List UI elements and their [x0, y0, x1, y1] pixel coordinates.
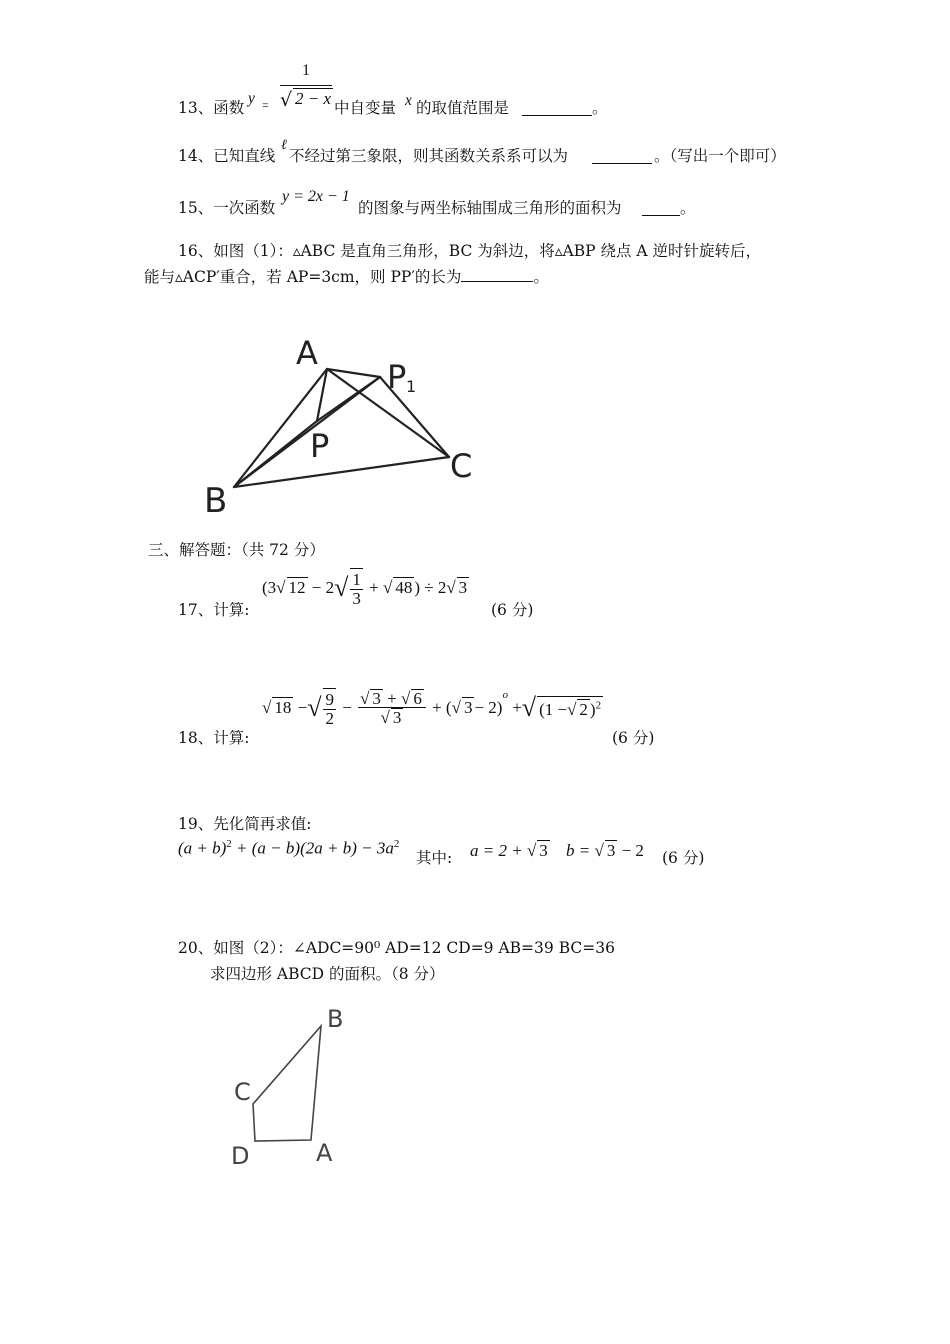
- q18-label: 18、计算:: [178, 729, 250, 747]
- q19-score: (6 分): [662, 849, 705, 867]
- q17-close: ) ÷ 2: [414, 577, 447, 597]
- q16-end: 。: [533, 268, 549, 286]
- fig2-label-b: B: [327, 1005, 344, 1033]
- q17-fraction: $\frac{1}{3}$: [352, 570, 361, 608]
- q18-outer-root: (1 −√ 2 )$^2$: [537, 696, 603, 720]
- label-p1: P: [387, 358, 407, 396]
- label-p: P: [310, 427, 330, 465]
- q14-number: 14、已知直线: [178, 147, 276, 165]
- q15-number: 15、一次函数: [178, 199, 276, 217]
- q17-score: (6 分): [491, 601, 534, 619]
- q15-tail-text: 的图象与两坐标轴围成三角形的面积为: [358, 199, 622, 217]
- q17-minus: − 2: [311, 577, 335, 597]
- q18-r18: 18: [274, 698, 292, 718]
- q13-frac-num: 1: [302, 62, 310, 79]
- q17-open: (3: [262, 577, 277, 597]
- fig2-label-a: A: [316, 1139, 333, 1167]
- q18-fraction-roots: $\frac{√ 3 + √ 6}{√ 3}$: [358, 689, 426, 728]
- q17-expression: (3√ 12 − 2√ $\frac{1}{3}$ + √ 48 ) ÷ 2√ 3: [262, 570, 468, 608]
- q16-line-1: 16、如图（1）：▵ABC 是直角三角形，BC 为斜边，将▵ABP 绕点 A 逆时针旋转后，: [178, 242, 762, 260]
- q13-middle-text: 中自变量: [334, 99, 397, 117]
- q13-tail-text: 的取值范围是: [416, 99, 510, 117]
- q19-a-value: a = 2 + √ 3: [470, 841, 548, 860]
- q13-end: 。: [592, 99, 608, 117]
- q17-label: 17、计算:: [178, 601, 250, 619]
- q18-score: (6 分): [612, 729, 655, 747]
- q13-equals: =: [262, 98, 269, 112]
- q19-expression: $(a + b)^2 + (a - b)(2a + b) - 3a^2$: [178, 838, 400, 858]
- quadrilateral-abcd: [253, 1026, 321, 1141]
- q14-end: 。（写出一个即可）: [654, 147, 786, 165]
- q13-number: 13、函数: [178, 99, 245, 117]
- q15-answer-blank[interactable]: [642, 200, 680, 216]
- q14-middle-text: 不经过第三象限，则其函数关系系可以为: [289, 147, 569, 165]
- q13-answer-blank[interactable]: [522, 100, 592, 116]
- fig2-label-c: C: [234, 1078, 251, 1106]
- label-a: A: [296, 334, 318, 372]
- q19-label: 19、先化简再求值:: [178, 815, 312, 833]
- q14-line-variable: ℓ: [281, 138, 287, 153]
- q20-line-1: 20、如图（2）：∠ADC=90⁰ AD=12 CD=9 AB=39 BC=36: [178, 939, 615, 957]
- label-p1-subscript: 1: [406, 377, 417, 396]
- figure-1: [190, 320, 490, 525]
- q18-expression: √ 18 −√ $\frac{9}{2}$ − $\frac{√ 3 + √ 6}{√ 3}$ + (√ 3 − 2)$^o$ +√ (1 −√ 2 )$^2$: [262, 688, 602, 728]
- q20-line-2: 求四边形 ABCD 的面积。（8 分）: [210, 965, 445, 983]
- figure-2: [220, 1000, 370, 1170]
- q13-radical-sign: √: [280, 89, 293, 111]
- q18-fraction-9-2: $\frac{9}{2}$: [325, 690, 334, 728]
- fig2-label-d: D: [231, 1142, 250, 1170]
- q13-radicand: 2 − x: [295, 89, 332, 108]
- q13-lhs: y: [248, 90, 255, 107]
- label-b: B: [204, 481, 228, 521]
- q17-r3: 3: [458, 578, 468, 598]
- label-c: C: [450, 447, 473, 485]
- q15-end: 。: [680, 199, 696, 217]
- q16-answer-blank[interactable]: [461, 267, 533, 282]
- q15-expression: y = 2x − 1: [282, 188, 350, 205]
- q14-answer-blank[interactable]: [592, 148, 652, 164]
- section-3-title: 三、解答题：（共 72 分）: [148, 541, 325, 559]
- q19-where: 其中:: [416, 849, 453, 867]
- q19-b-value: b = √ 3 − 2: [566, 841, 644, 860]
- q17-plus: +: [369, 577, 379, 597]
- q13-variable: x: [405, 92, 412, 109]
- q16-line-2: [144, 265, 549, 287]
- q17-r12: 12: [288, 578, 306, 598]
- q17-r48: 48: [395, 578, 413, 598]
- q13-frac-bar: [280, 85, 332, 86]
- q16-line-2-text: 能与▵ACP′重合，若 AP=3cm，则 PP′的长为: [144, 268, 462, 286]
